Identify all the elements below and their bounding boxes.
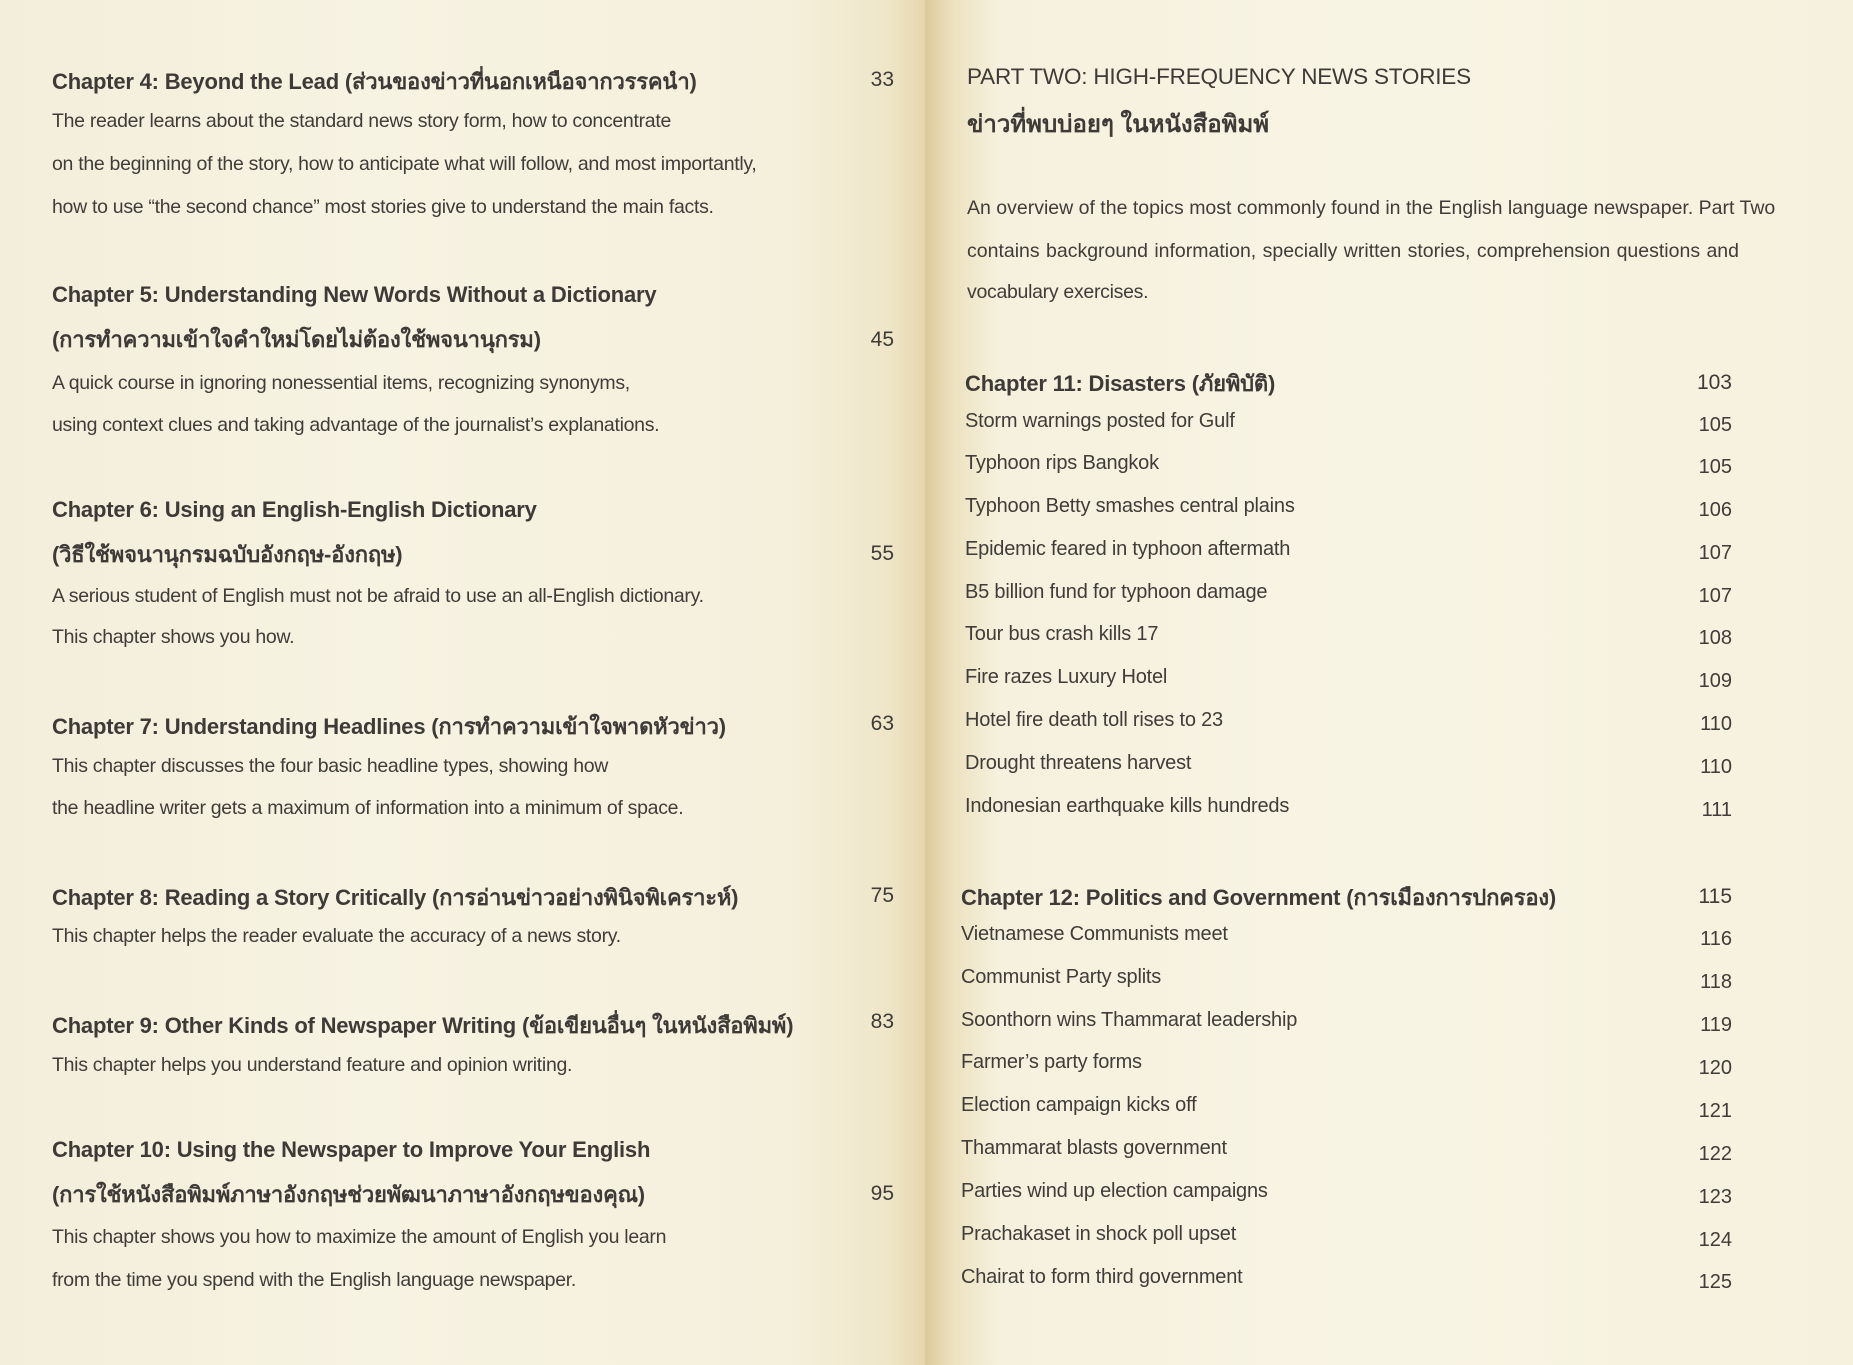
story-page-number: 119 xyxy=(1700,1014,1732,1036)
chapter-title: Chapter 11: Disasters (ภัยพิบัติ) xyxy=(965,371,1276,396)
chapter-description-line: The reader learns about the standard news story form, how to concentrate xyxy=(52,110,671,132)
story-page-number: 123 xyxy=(1698,1186,1732,1208)
story-title: Hotel fire death toll rises to 23 xyxy=(965,709,1223,731)
story-page-number: 121 xyxy=(1698,1100,1732,1122)
story-title: Farmer’s party forms xyxy=(961,1051,1142,1073)
chapter-description-line: This chapter helps you understand feature and opinion writing. xyxy=(52,1054,573,1076)
chapter-description-line: using context clues and taking advantage of the journalist’s explanations. xyxy=(52,414,660,436)
chapter-description-line: on the beginning of the story, how to anticipate what will follow, and most importantly, xyxy=(52,153,757,175)
story-page-number: 122 xyxy=(1698,1143,1732,1165)
story-page-number: 118 xyxy=(1700,971,1732,993)
story-title: Drought threatens harvest xyxy=(965,752,1192,774)
part-description-line: contains background information, specially written stories, comprehension questions and xyxy=(967,240,1739,262)
story-page-number: 109 xyxy=(1698,670,1732,692)
story-title: Thammarat blasts government xyxy=(961,1137,1227,1159)
chapter-description-line: This chapter discusses the four basic headline types, showing how xyxy=(52,755,609,777)
chapter-page-number: 45 xyxy=(870,328,894,351)
story-page-number: 107 xyxy=(1698,585,1732,607)
chapter-title: Chapter 10: Using the Newspaper to Improve Your English xyxy=(52,1137,651,1162)
chapter-description-line: This chapter helps the reader evaluate the accuracy of a news story. xyxy=(52,925,621,947)
story-title: Parties wind up election campaigns xyxy=(961,1180,1268,1202)
story-title: Indonesian earthquake kills hundreds xyxy=(965,795,1290,817)
story-title: Storm warnings posted for Gulf xyxy=(965,410,1235,432)
story-title: Communist Party splits xyxy=(961,966,1162,988)
story-title: Tour bus crash kills 17 xyxy=(965,623,1159,645)
story-title: Soonthorn wins Thammarat leadership xyxy=(961,1009,1298,1031)
chapter-title: Chapter 12: Politics and Government (การเมืองการปกครอง) xyxy=(961,885,1557,910)
chapter-description-line: A serious student of English must not be afraid to use an all-English dictionary. xyxy=(52,585,704,607)
story-page-number: 120 xyxy=(1698,1057,1732,1079)
chapter-title-thai: (การทำความเข้าใจคำใหม่โดยไม่ต้องใช้พจนานุกรม) xyxy=(52,327,541,352)
chapter-description-line: from the time you spend with the English language newspaper. xyxy=(52,1269,577,1291)
story-page-number: 110 xyxy=(1700,713,1732,735)
chapter-title: Chapter 7: Understanding Headlines (การทำความเข้าใจพาดหัวข่าว) xyxy=(52,714,726,739)
chapter-description-line: This chapter shows you how to maximize the amount of English you learn xyxy=(52,1226,667,1248)
story-page-number: 125 xyxy=(1698,1271,1732,1293)
story-page-number: 108 xyxy=(1698,627,1732,649)
chapter-title-thai: (วิธีใช้พจนานุกรมฉบับอังกฤษ-อังกฤษ) xyxy=(52,542,403,567)
chapter-page-number: 83 xyxy=(870,1010,894,1033)
chapter-page-number: 115 xyxy=(1698,885,1732,908)
story-title: Typhoon rips Bangkok xyxy=(965,452,1159,474)
story-page-number: 111 xyxy=(1701,799,1732,821)
chapter-description-line: how to use “the second chance” most stories give to understand the main facts. xyxy=(52,196,714,218)
chapter-title-thai: (การใช้หนังสือพิมพ์ภาษาอังกฤษช่วยพัฒนาภาษาอังกฤษของคุณ) xyxy=(52,1182,645,1207)
story-title: Election campaign kicks off xyxy=(961,1094,1197,1116)
story-title: Prachakaset in shock poll upset xyxy=(961,1223,1237,1245)
story-page-number: 116 xyxy=(1700,928,1732,950)
chapter-page-number: 75 xyxy=(870,884,894,907)
story-title: Typhoon Betty smashes central plains xyxy=(965,495,1295,517)
chapter-description-line: the headline writer gets a maximum of information into a minimum of space. xyxy=(52,797,684,819)
chapter-description-line: This chapter shows you how. xyxy=(52,626,295,648)
chapter-page-number: 103 xyxy=(1696,371,1732,394)
story-title: Fire razes Luxury Hotel xyxy=(965,666,1168,688)
story-title: B5 billion fund for typhoon damage xyxy=(965,581,1268,603)
right-page xyxy=(925,0,1853,1365)
part-title-thai: ข่าวที่พบบ่อยๆ ในหนังสือพิมพ์ xyxy=(967,111,1270,138)
story-title: Chairat to form third government xyxy=(961,1266,1243,1288)
chapter-title: Chapter 8: Reading a Story Critically (การอ่านข่าวอย่างพินิจพิเคราะห์) xyxy=(52,885,739,910)
part-description-line: An overview of the topics most commonly found in the English language newspaper. Part Two xyxy=(967,197,1776,219)
chapter-title: Chapter 5: Understanding New Words Without a Dictionary xyxy=(52,282,657,307)
part-description-line: vocabulary exercises. xyxy=(967,281,1149,303)
chapter-title: Chapter 6: Using an English-English Dictionary xyxy=(52,497,537,522)
chapter-description-line: A quick course in ignoring nonessential items, recognizing synonyms, xyxy=(52,372,630,394)
story-page-number: 106 xyxy=(1698,499,1732,521)
left-page xyxy=(0,0,925,1365)
story-page-number: 124 xyxy=(1698,1229,1732,1251)
chapter-page-number: 63 xyxy=(870,712,894,735)
part-title: PART TWO: HIGH-FREQUENCY NEWS STORIES xyxy=(967,64,1471,89)
chapter-page-number: 55 xyxy=(870,542,894,565)
story-page-number: 107 xyxy=(1698,542,1732,564)
story-title: Epidemic feared in typhoon aftermath xyxy=(965,538,1291,560)
chapter-page-number: 33 xyxy=(870,68,894,91)
story-title: Vietnamese Communists meet xyxy=(961,923,1228,945)
story-page-number: 105 xyxy=(1698,456,1732,478)
chapter-page-number: 95 xyxy=(870,1182,894,1205)
chapter-title: Chapter 9: Other Kinds of Newspaper Writing (ข้อเขียนอื่นๆ ในหนังสือพิมพ์) xyxy=(52,1013,794,1038)
chapter-title: Chapter 4: Beyond the Lead (ส่วนของข่าวที่นอกเหนือจากวรรคนำ) xyxy=(52,69,697,94)
story-page-number: 105 xyxy=(1698,414,1732,436)
story-page-number: 110 xyxy=(1700,756,1732,778)
